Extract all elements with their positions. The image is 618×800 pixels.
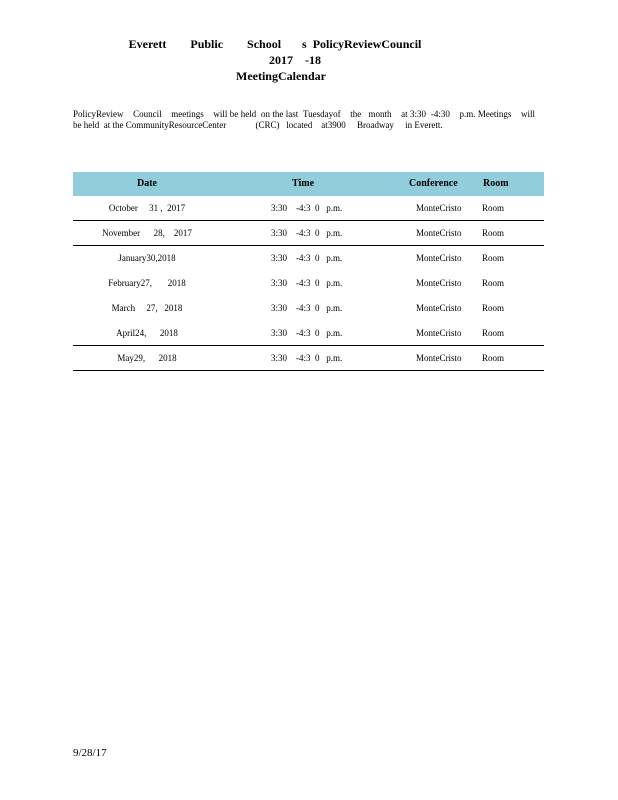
document-header	[0, 36, 618, 84]
conference-name: MonteCristo	[416, 253, 462, 263]
meeting-time: 3:30 -4:3 0 p.m.	[271, 228, 343, 238]
intro-paragraph: PolicyReview Council meetings will be held on the last Tuesdayof the month at 3:30 -4:30 p.m. Meetings will be held at the CommunityResourceCenter (CRC) located at3900 Broadway in Everett.	[73, 109, 540, 130]
table-row	[73, 346, 544, 371]
conference-name: MonteCristo	[416, 203, 462, 213]
meeting-date: February27, 2018	[108, 278, 186, 288]
room-label: Room	[482, 278, 505, 288]
meeting-date: May29, 2018	[117, 353, 177, 363]
table-row	[73, 246, 544, 271]
table-row	[73, 271, 544, 296]
room-label: Room	[482, 328, 505, 338]
meeting-time: 3:30 -4:3 0 p.m.	[271, 328, 343, 338]
meeting-time: 3:30 -4:3 0 p.m.	[271, 203, 343, 213]
meeting-date: November 28, 2017	[102, 228, 192, 238]
column-header-conference: Conference	[409, 178, 458, 189]
meeting-date: October 31 , 2017	[108, 203, 186, 213]
room-label: Room	[482, 303, 505, 313]
conference-name: MonteCristo	[416, 353, 462, 363]
header-title: Everett Public School s PolicyReviewCouncil	[128, 37, 422, 51]
column-header-time: Time	[292, 178, 315, 189]
conference-name: MonteCristo	[416, 328, 462, 338]
header-year: 2017 -18	[269, 53, 321, 67]
meeting-time: 3:30 -4:3 0 p.m.	[271, 303, 343, 313]
meeting-time: 3:30 -4:3 0 p.m.	[271, 353, 343, 363]
table-row	[73, 196, 544, 221]
room-label: Room	[482, 353, 505, 363]
meeting-date: January30,2018	[118, 253, 176, 263]
meeting-schedule-table	[73, 172, 544, 371]
footer-date: 9/28/17	[73, 747, 107, 759]
meeting-date: March 27, 2018	[111, 303, 183, 313]
header-subtitle: MeetingCalendar	[236, 69, 326, 83]
table-row	[73, 321, 544, 346]
column-header-room: Room	[483, 178, 509, 189]
table-header-row	[73, 172, 544, 196]
table-row	[73, 296, 544, 321]
conference-name: MonteCristo	[416, 303, 462, 313]
conference-name: MonteCristo	[416, 278, 462, 288]
meeting-time: 3:30 -4:3 0 p.m.	[271, 278, 343, 288]
conference-name: MonteCristo	[416, 228, 462, 238]
meeting-date: April24, 2018	[116, 328, 178, 338]
room-label: Room	[482, 203, 505, 213]
table-row	[73, 221, 544, 246]
meeting-time: 3:30 -4:3 0 p.m.	[271, 253, 343, 263]
room-label: Room	[482, 253, 505, 263]
room-label: Room	[482, 228, 505, 238]
column-header-date: Date	[137, 178, 157, 189]
